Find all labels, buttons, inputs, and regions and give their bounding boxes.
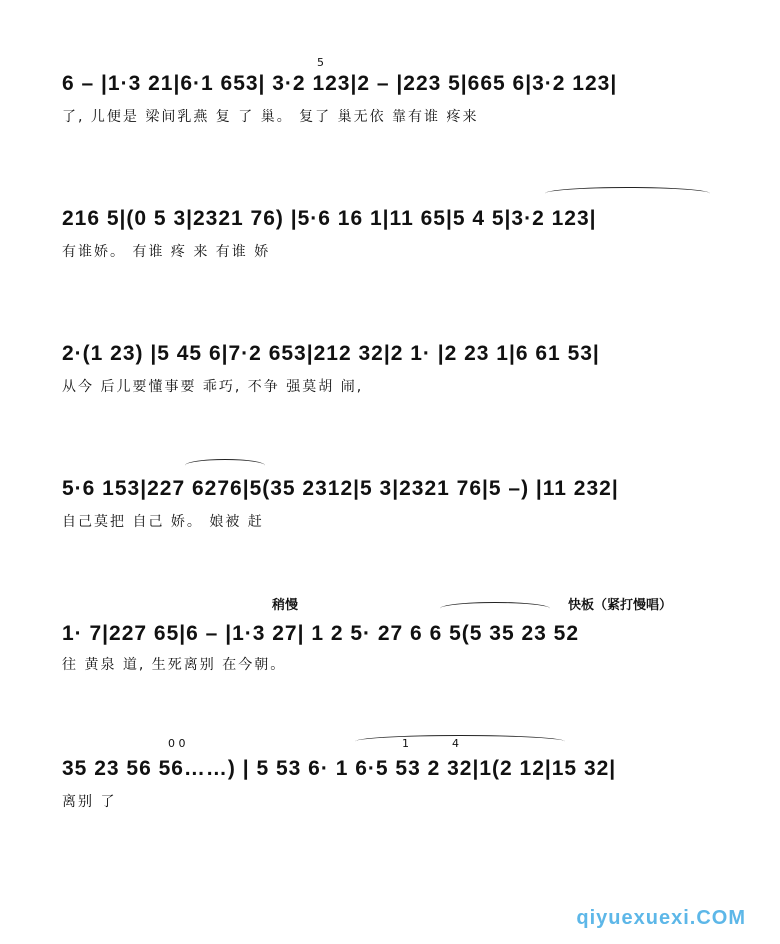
lyrics-line-6: 离别 了: [62, 794, 117, 810]
lyrics-line-3: 从今 后儿要懂事要 乖巧, 不争 强莫胡 闹,: [62, 379, 364, 395]
grace-note-5: 5: [317, 56, 324, 69]
roll-mark: 0 0: [168, 737, 186, 750]
notes-line-3: 2·(1 23) |5 45 6|7·2 653|212 32|2 1· |2 23 1|6 61 53|: [62, 342, 600, 365]
lyrics-line-5: 往 黄泉 道, 生死离别 在今朝。: [62, 657, 287, 673]
site-watermark: qiyuexuexi.COM: [576, 907, 746, 929]
phrase-slur: [545, 187, 710, 200]
notes-line-2: 216 5|(0 5 3|2321 76) |5·6 16 1|11 65|5 4 5|3·2 123|: [62, 207, 597, 230]
notes-line-5: 1· 7|227 65|6 – |1·3 27| 1 2 5· 27 6 6 5(5 35 23 52: [62, 622, 580, 645]
tempo-fast: 快板（紧打慢唱）: [568, 598, 673, 613]
phrase-slur: [185, 459, 265, 472]
notes-line-1: 6 – |1·3 21|6·1 653| 3·2 123|2 – |223 5|665 6|3·2 123|: [62, 72, 618, 95]
phrase-slur: [355, 735, 565, 748]
grace-note-1: 1: [402, 737, 409, 750]
notes-line-6: 35 23 56 56……) | 5 53 6· 1 6·5 53 2 32|1(2 12|15 32|: [62, 757, 617, 780]
tempo-slow: 稍慢: [272, 598, 299, 613]
lyrics-line-2: 有谁娇。 有谁 疼 来 有谁 娇: [62, 244, 271, 260]
lyrics-line-1: 了, 儿便是 梁间乳燕 复 了 巢。 复了 巢无依 靠有谁 疼来: [62, 109, 479, 125]
grace-note-4: 4: [452, 737, 459, 750]
notes-line-4: 5·6 153|227 6276|5(35 2312|5 3|2321 76|5 –) |11 232|: [62, 477, 619, 500]
phrase-slur: [440, 602, 550, 615]
lyrics-line-4: 自己莫把 自己 娇。 娘被 赶: [62, 514, 264, 530]
